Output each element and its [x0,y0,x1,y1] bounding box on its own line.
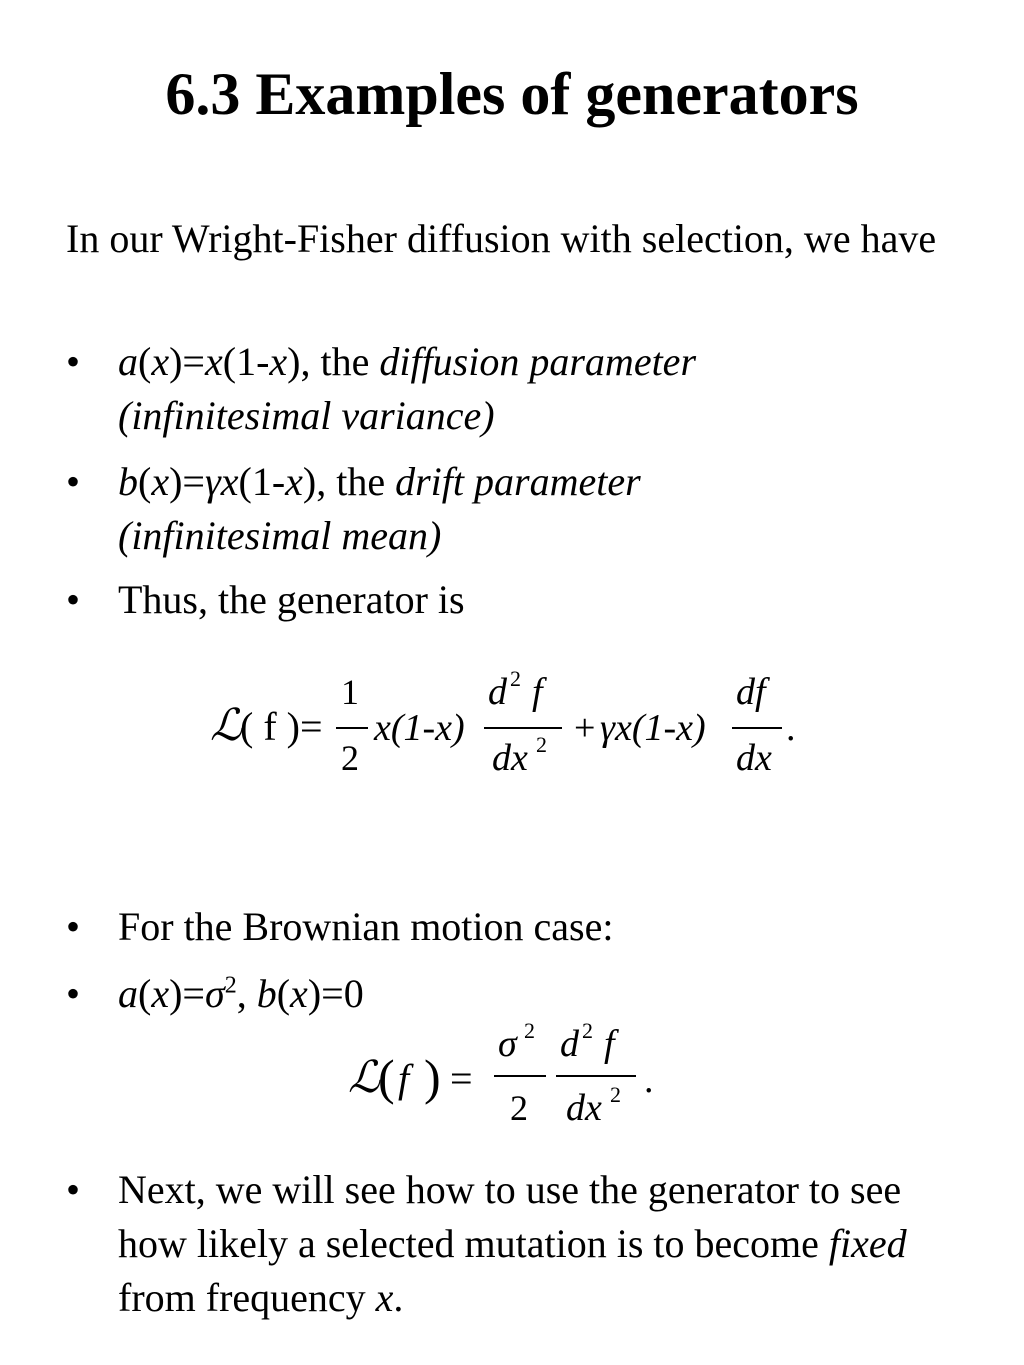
period: . [644,1059,654,1101]
intro-text: In our Wright-Fisher diffusion with selection, we have [66,216,937,261]
frac-d2f-denominator: dx [492,737,528,779]
equals: )= [169,971,205,1016]
bullet-brownian [66,900,966,954]
var-b: b [256,971,277,1016]
bullet-text: Thus, the generator is [118,577,465,622]
paren: ), the [287,339,380,384]
open-paren: ( [378,1049,395,1105]
frac-sigma-denominator: 2 [510,1088,528,1128]
generator-equation [200,660,820,790]
next-mid-text: from frequency [118,1275,376,1320]
frac-d2f-numerator: d [488,671,507,713]
bullet-text [118,1163,968,1325]
var-x: x [151,459,170,504]
brownian-generator-equation [340,1010,680,1135]
bullet-text [118,335,968,443]
equals: )= [169,339,205,384]
var-f: f [398,1056,410,1101]
note-infinitesimal-variance: (infinitesimal variance) [118,393,495,438]
var-sigma: σ [204,971,225,1016]
bullet-text: For the Brownian motion case: [118,904,614,949]
frac-half-denominator: 2 [341,738,359,778]
var-x: x [151,971,170,1016]
script-L-symbol: ℒ [348,1053,380,1102]
frac-sigma-numerator: σ [498,1023,517,1065]
var-b: b [118,459,138,504]
term-diffusion-parameter: diffusion parameter [379,339,697,384]
paren: ( [138,459,152,504]
paren: (1- [238,459,286,504]
paren: ), the [302,459,396,504]
var-a: a [118,971,138,1016]
bullet-text [118,455,968,563]
frac-d2f-denominator-exp: 2 [610,1082,621,1107]
var-a: a [118,339,138,384]
equals: = [450,1056,473,1101]
paren: ( [138,971,152,1016]
var-x: x [151,339,170,384]
frac-d2f-numerator-exp: 2 [510,666,521,691]
bullet-next [66,1163,966,1325]
paren: (1- [222,339,270,384]
bullet-diffusion [66,335,966,445]
frac-d2f-numerator-f: f [604,1023,615,1065]
bullet-marker: • [66,577,81,622]
period: . [786,707,796,749]
note-infinitesimal-mean: (infinitesimal mean) [118,513,442,558]
frac-sigma-exp: 2 [524,1018,535,1043]
frac-d2f-numerator: d [560,1023,579,1065]
paren: ( [138,339,152,384]
var-gamma-x: γx [204,459,239,504]
frac-d2f-denominator-exp: 2 [536,732,547,757]
paren: ( [276,971,291,1016]
var-x: x [285,459,303,504]
exponent: 2 [224,972,237,999]
frac-d2f-numerator-f: f [532,671,543,713]
bullet-drift [66,455,966,565]
var-x: x [375,1275,394,1320]
bullet-marker: • [66,339,81,384]
equals-zero: )=0 [307,971,364,1016]
var-x: x [269,339,288,384]
frac-df-numerator: df [736,671,766,713]
script-L-symbol: ℒ [210,701,242,750]
var-x: x [290,971,308,1016]
term-drift-parameter: drift parameter [395,459,641,504]
slide-title: 6.3 Examples of generators [165,61,859,127]
var-x: x [204,339,223,384]
bullet-marker: • [66,971,81,1016]
close-paren: ) [424,1049,441,1105]
term-x-one-minus-x: x(1-x) [374,707,465,749]
lhs-argument: ( f )= [240,704,323,749]
frac-half-numerator: 1 [341,672,359,712]
term-fixed: fixed [828,1221,907,1266]
separator: , [236,971,257,1016]
frac-d2f-denominator: dx [566,1087,602,1129]
frac-d2f-numerator-exp: 2 [582,1018,593,1043]
next-lead-text: Next, we will see how to use the generator to see how likely a selected mutation is to become [118,1167,902,1266]
term-gamma-x-one-minus-x: γx(1-x) [600,707,706,749]
bullet-marker: • [66,904,81,949]
bullet-marker: • [66,1167,81,1212]
equals: )= [169,459,205,504]
plus-sign: + [574,707,596,749]
bullet-marker: • [66,459,81,504]
bullet-thus [66,573,966,627]
frac-df-denominator: dx [736,737,772,779]
period: . [393,1275,404,1320]
